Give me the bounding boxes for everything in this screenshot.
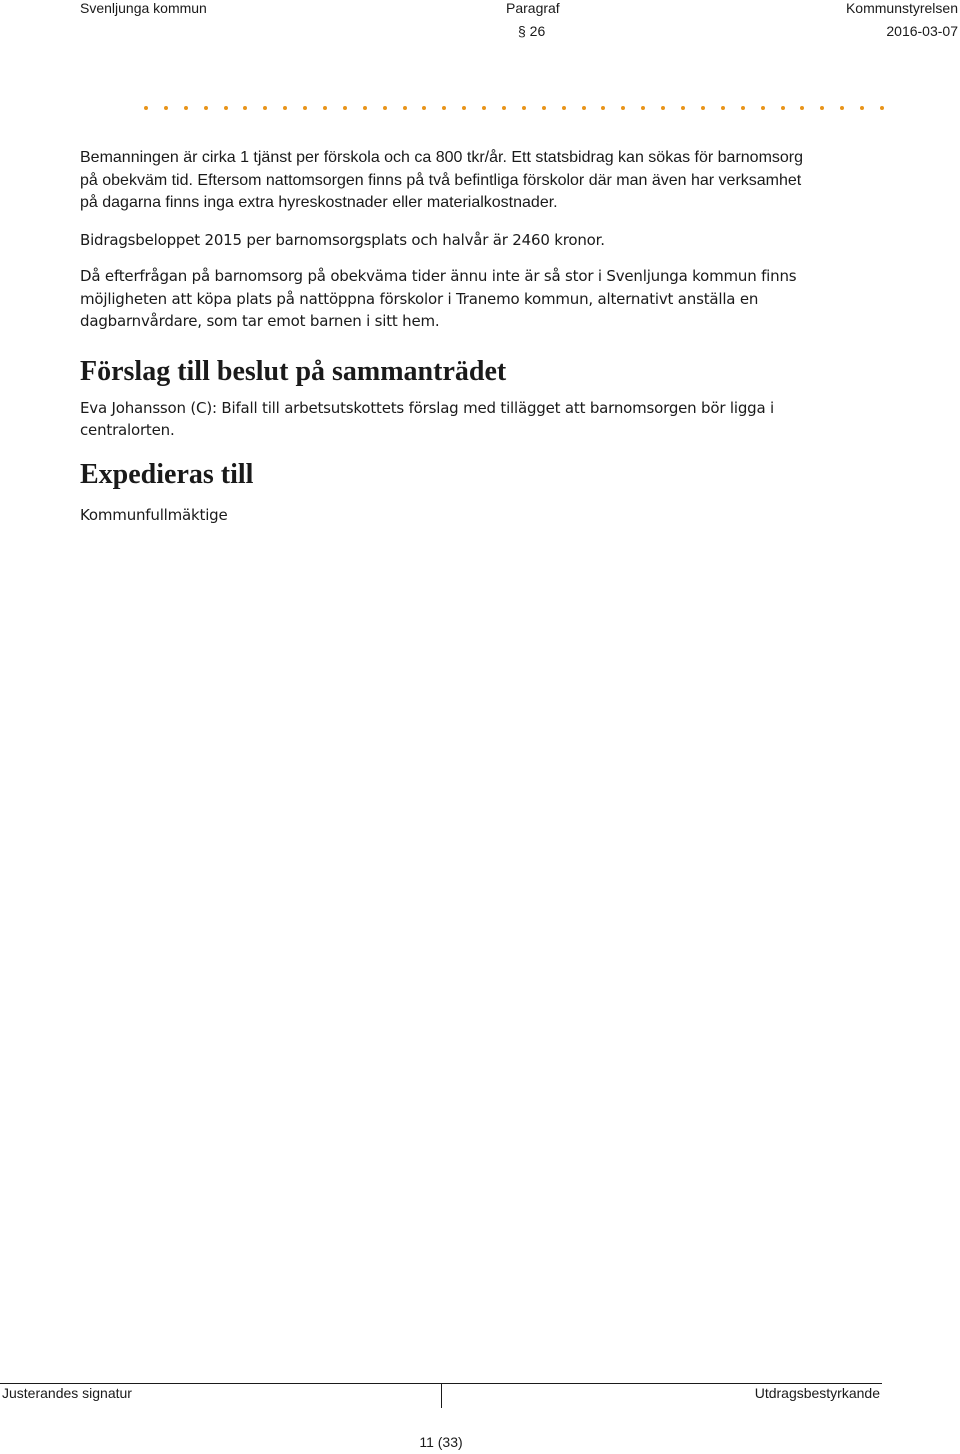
certifier-label: Utdragsbestyrkande xyxy=(754,1385,880,1401)
separator-dot xyxy=(283,106,287,110)
separator-dot xyxy=(204,106,208,110)
separator-dot xyxy=(761,106,765,110)
footer-divider xyxy=(441,1384,442,1408)
separator-dot xyxy=(701,106,705,110)
separator-dot xyxy=(303,106,307,110)
separator-dot xyxy=(800,106,804,110)
separator-dot xyxy=(840,106,844,110)
document-body xyxy=(80,147,820,540)
separator-dot xyxy=(323,106,327,110)
separator-dot xyxy=(721,106,725,110)
board-name: Kommunstyrelsen xyxy=(845,0,958,16)
separator-dot xyxy=(482,106,486,110)
separator-dot xyxy=(383,106,387,110)
dispatch-recipient: Kommunfullmäktige xyxy=(80,505,228,524)
separator-dot xyxy=(860,106,864,110)
separator-dot xyxy=(403,106,407,110)
body-paragraph: Bemanningen är cirka 1 tjänst per förskola och ca 800 tkr/år. Ett statsbidrag kan sökas för barnomsorg på obekväm tid. Eftersom nattomsorgen finns på två befintliga förskolor där man även har verksamhet på dagarna finns inga extra hyreskostnader eller materialkostnader. xyxy=(80,149,804,211)
proposal-heading: Förslag till beslut på sammanträdet xyxy=(80,355,507,387)
separator-dot xyxy=(781,106,785,110)
separator-dot xyxy=(422,106,426,110)
meeting-date: 2016-03-07 xyxy=(886,23,958,39)
separator-dot xyxy=(601,106,605,110)
dotted-separator xyxy=(144,96,884,120)
page-number: 11 (33) xyxy=(419,1434,463,1450)
paragraph-number: § 26 xyxy=(518,23,546,39)
separator-dot xyxy=(741,106,745,110)
separator-dot xyxy=(224,106,228,110)
separator-dot xyxy=(681,106,685,110)
separator-dot xyxy=(263,106,267,110)
separator-dot xyxy=(582,106,586,110)
separator-dot xyxy=(184,106,188,110)
dispatch-heading: Expedieras till xyxy=(80,458,254,490)
separator-dot xyxy=(641,106,645,110)
separator-dot xyxy=(243,106,247,110)
municipality-name: Svenljunga kommun xyxy=(80,0,207,16)
proposal-text: Eva Johansson (C): Bifall till arbetsutskottets förslag med tillägget att barnomsorgen bör ligga i centralorten. xyxy=(80,398,774,439)
paragraph-label: Paragraf xyxy=(506,0,560,16)
separator-dot xyxy=(522,106,526,110)
body-paragraph: Då efterfrågan på barnomsorg på obekväma tider ännu inte är så stor i Svenljunga kommun finns möjligheten att köpa plats på nattöppna förskolor i Tranemo kommun, alternativt anställa en dagbarnvårdare, som tar emot barnen i sitt hem. xyxy=(80,267,797,330)
separator-dot xyxy=(542,106,546,110)
separator-dot xyxy=(621,106,625,110)
separator-dot xyxy=(820,106,824,110)
separator-dot xyxy=(343,106,347,110)
separator-dot xyxy=(144,106,148,110)
separator-dot xyxy=(462,106,466,110)
separator-dot xyxy=(442,106,446,110)
separator-dot xyxy=(562,106,566,110)
separator-dot xyxy=(880,106,884,110)
separator-dot xyxy=(363,106,367,110)
separator-dot xyxy=(502,106,506,110)
separator-dot xyxy=(661,106,665,110)
separator-dot xyxy=(164,106,168,110)
body-paragraph: Bidragsbeloppet 2015 per barnomsorgsplats och halvår är 2460 kronor. xyxy=(80,230,605,249)
signature-label: Justerandes signatur xyxy=(2,1385,132,1401)
